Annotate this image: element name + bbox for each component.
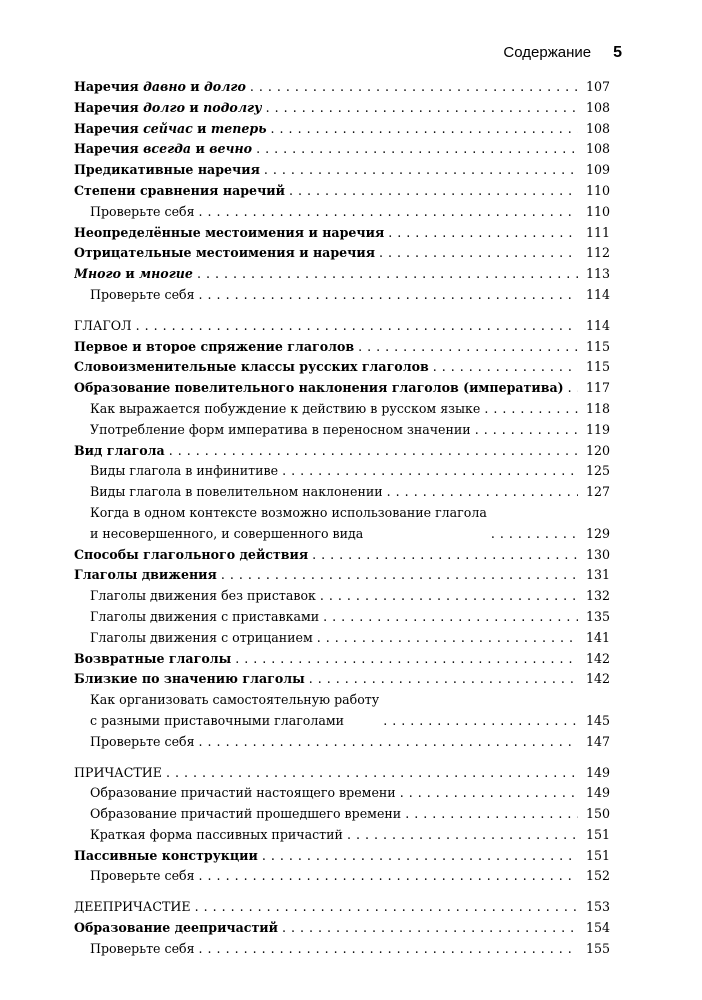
dot-leader bbox=[250, 77, 578, 98]
toc-entry-page: 155 bbox=[585, 940, 610, 956]
toc-entry[interactable] bbox=[74, 866, 610, 887]
toc-entry-title-part: долго bbox=[143, 99, 185, 115]
toc-entry-title-part: и bbox=[191, 141, 210, 157]
dot-leader bbox=[347, 825, 578, 846]
toc-entry[interactable] bbox=[74, 139, 610, 160]
dot-leader bbox=[221, 565, 578, 586]
toc-entry-title-part: всегда bbox=[143, 141, 192, 157]
toc-entry[interactable] bbox=[74, 732, 610, 753]
toc-entry-title-part: Наречия bbox=[74, 79, 144, 94]
toc-entry-title bbox=[74, 918, 278, 939]
toc-entry-title bbox=[74, 316, 132, 337]
toc-entry-title bbox=[74, 337, 354, 358]
toc-entry[interactable] bbox=[74, 441, 610, 462]
toc-entry[interactable] bbox=[74, 503, 610, 545]
toc-entry-title bbox=[74, 420, 471, 441]
toc-entry-page: 153 bbox=[585, 899, 610, 915]
toc-entry-page: 117 bbox=[585, 380, 610, 396]
toc-entry-title bbox=[74, 243, 375, 264]
toc-entry-title bbox=[74, 649, 231, 670]
toc-entry-title bbox=[74, 119, 267, 140]
toc-entry-title bbox=[74, 804, 401, 825]
toc-entry-title bbox=[74, 545, 308, 566]
toc-entry[interactable] bbox=[74, 337, 610, 358]
toc-entry-page: 154 bbox=[585, 920, 610, 936]
toc-entry-title-part: давно bbox=[143, 79, 186, 94]
dot-leader bbox=[475, 420, 578, 441]
toc-entry-title bbox=[74, 139, 252, 160]
toc-entry-page: 108 bbox=[585, 141, 610, 157]
dot-leader bbox=[323, 607, 578, 628]
toc-entry-page: 118 bbox=[585, 400, 610, 416]
toc-entry-page: 109 bbox=[585, 162, 610, 178]
toc-entry[interactable] bbox=[74, 482, 610, 503]
toc-entry-title-text: Первое и второе спряжение глаголов bbox=[74, 338, 355, 354]
toc-entry-title-text: Образование повелительного наклонения глаголов (императива) bbox=[74, 380, 564, 396]
toc-entry-title bbox=[74, 690, 379, 732]
toc-entry-title-text: Пассивные конструкции bbox=[74, 847, 258, 863]
dot-leader bbox=[388, 223, 578, 244]
toc-entry-title-part: сейчас bbox=[143, 120, 193, 136]
toc-entry[interactable] bbox=[74, 586, 610, 607]
toc-entry[interactable] bbox=[74, 119, 610, 140]
toc-entry-page: 115 bbox=[585, 338, 610, 354]
toc-entry[interactable] bbox=[74, 607, 610, 628]
toc-entry-title-text: Вид глагола bbox=[74, 442, 165, 458]
toc-entry-title bbox=[74, 669, 305, 690]
toc-entry[interactable] bbox=[74, 223, 610, 244]
toc-entry-title-text: Употребление форм императива в переносном значении bbox=[90, 421, 471, 437]
toc-entry-title-part: Наречия bbox=[74, 99, 144, 115]
toc-entry-page: 114 bbox=[585, 317, 610, 333]
dot-leader bbox=[169, 441, 578, 462]
toc-entry-page: 150 bbox=[585, 806, 610, 822]
toc-entry-title-text: Отрицательные местоимения и наречия bbox=[74, 245, 376, 261]
toc-entry-title-text: Проверьте себя bbox=[90, 940, 195, 956]
toc-entry-title bbox=[74, 399, 480, 420]
dot-leader bbox=[400, 783, 578, 804]
dot-leader bbox=[312, 545, 578, 566]
toc-entry-title-text: Как выражается побуждение к действию в русском языке bbox=[90, 400, 481, 416]
toc-entry[interactable] bbox=[74, 804, 610, 825]
toc-entry-title-text: Проверьте себя bbox=[90, 733, 195, 749]
toc-entry-page: 131 bbox=[585, 567, 610, 583]
toc-entry-title-part: Наречия bbox=[74, 120, 144, 136]
toc-entry[interactable] bbox=[74, 77, 610, 98]
toc-entry-title bbox=[74, 482, 383, 503]
toc-entry[interactable] bbox=[74, 690, 610, 732]
toc-entry-title-text: Глаголы движения с отрицанием bbox=[90, 629, 313, 645]
toc-entry-title-part: долго bbox=[204, 79, 246, 94]
toc-entry-title-text: Образование причастий настоящего времени bbox=[90, 785, 396, 801]
toc-entry[interactable] bbox=[74, 264, 610, 285]
toc-entry[interactable] bbox=[74, 763, 610, 784]
toc-entry[interactable] bbox=[74, 939, 610, 960]
dot-leader bbox=[484, 399, 578, 420]
toc-entry-title-text: Глаголы движения без приставок bbox=[90, 588, 316, 604]
toc-entry-title-text: Предикативные наречия bbox=[74, 162, 260, 178]
toc-entry-page: 151 bbox=[585, 847, 610, 863]
toc-entry-title bbox=[74, 607, 319, 628]
toc-entry-title-part: и bbox=[184, 99, 204, 115]
dot-leader bbox=[491, 524, 578, 545]
dot-leader bbox=[289, 181, 578, 202]
toc-entry-title bbox=[74, 825, 343, 846]
toc-entry-title bbox=[74, 586, 316, 607]
toc-entry-page: 125 bbox=[585, 463, 610, 479]
dot-leader bbox=[282, 461, 578, 482]
toc-entry-page: 110 bbox=[585, 203, 610, 219]
toc-entry-page: 147 bbox=[585, 733, 610, 749]
toc-entry-page: 151 bbox=[585, 826, 610, 842]
toc-entry-title-text: Проверьте себя bbox=[90, 203, 195, 219]
toc-entry-title-text: Глаголы движения bbox=[74, 567, 217, 583]
toc-entry-title bbox=[74, 223, 384, 244]
toc-entry-title-text: ДЕЕПРИЧАСТИЕ bbox=[74, 899, 191, 915]
toc-entry-title bbox=[74, 378, 564, 399]
dot-leader bbox=[264, 160, 578, 181]
toc-entry-page: 152 bbox=[585, 868, 610, 884]
page-number: 5 bbox=[613, 44, 622, 61]
toc-entry-title-part: Наречия bbox=[74, 141, 144, 157]
toc-entry-title bbox=[74, 763, 162, 784]
toc-entry-title-part: и bbox=[121, 266, 140, 282]
dot-leader bbox=[199, 939, 578, 960]
dot-leader bbox=[199, 285, 578, 306]
toc-entry[interactable] bbox=[74, 316, 610, 337]
dot-leader bbox=[379, 243, 578, 264]
toc-entry-page: 149 bbox=[585, 764, 610, 780]
dot-leader bbox=[197, 264, 578, 285]
toc-entry-title-text: Степени сравнения наречий bbox=[74, 182, 285, 198]
toc-entry-title bbox=[74, 202, 195, 223]
dot-leader bbox=[309, 669, 578, 690]
toc-entry-title-text: Проверьте себя bbox=[90, 868, 195, 884]
dot-leader bbox=[136, 316, 578, 337]
toc-entry-title-text: ГЛАГОЛ bbox=[74, 317, 132, 333]
toc-entry-title-text: Когда в одном контексте возможно использование глагола bbox=[90, 504, 487, 520]
toc-entry-title bbox=[74, 503, 487, 545]
dot-leader bbox=[166, 763, 578, 784]
toc-entry-page: 142 bbox=[585, 671, 610, 687]
toc-entry[interactable] bbox=[74, 461, 610, 482]
toc-entry-title-text: Неопределённые местоимения и наречия bbox=[74, 224, 385, 240]
toc-entry-page: 127 bbox=[585, 484, 610, 500]
toc-entry[interactable] bbox=[74, 565, 610, 586]
dot-leader bbox=[317, 628, 578, 649]
toc-entry-title-text: Образование деепричастий bbox=[74, 920, 278, 936]
toc-entry-title-continuation: с разными приставочными глаголами bbox=[90, 712, 345, 728]
toc-entry-title-text: Краткая форма пассивных причастий bbox=[90, 826, 343, 842]
toc-entry[interactable] bbox=[74, 285, 610, 306]
toc-entry[interactable] bbox=[74, 202, 610, 223]
toc-entry-page: 132 bbox=[585, 588, 610, 604]
toc-entry[interactable] bbox=[74, 669, 610, 690]
toc-entry-title-part: многие bbox=[139, 266, 193, 282]
dot-leader bbox=[195, 897, 578, 918]
toc-entry-title-text: Глаголы движения с приставками bbox=[90, 608, 320, 624]
toc-entry-title-continuation: и несовершенного, и совершенного вида bbox=[90, 525, 364, 541]
toc-entry-page: 129 bbox=[585, 525, 610, 541]
toc-entry-title bbox=[74, 846, 258, 867]
toc-entry-page: 110 bbox=[585, 182, 610, 198]
toc-entry-page: 114 bbox=[585, 286, 610, 302]
toc-entry-title bbox=[74, 98, 262, 119]
toc-entry-title-part: теперь bbox=[210, 120, 267, 136]
toc-entry-title bbox=[74, 357, 429, 378]
toc-entry[interactable] bbox=[74, 545, 610, 566]
toc-entry[interactable] bbox=[74, 918, 610, 939]
toc-entry[interactable] bbox=[74, 243, 610, 264]
toc-entry-page: 119 bbox=[585, 421, 610, 437]
dot-leader bbox=[568, 378, 578, 399]
toc-entry[interactable] bbox=[74, 897, 610, 918]
toc-entry-title bbox=[74, 77, 246, 98]
dot-leader bbox=[256, 139, 578, 160]
toc-entry[interactable] bbox=[74, 783, 610, 804]
dot-leader bbox=[271, 119, 578, 140]
toc-entry-page: 112 bbox=[585, 245, 610, 261]
toc-entry-page: 107 bbox=[585, 79, 610, 94]
toc-entry-page: 120 bbox=[585, 442, 610, 458]
toc-entry-title-text: ПРИЧАСТИЕ bbox=[74, 764, 162, 780]
toc-entry-title-text: Возвратные глаголы bbox=[74, 650, 232, 666]
dot-leader bbox=[199, 866, 578, 887]
toc-entry-title-text: Способы глагольного действия bbox=[74, 546, 309, 562]
toc-entry-page: 130 bbox=[585, 546, 610, 562]
toc-entry-title bbox=[74, 565, 217, 586]
toc-entry-title-text: Виды глагола в инфинитиве bbox=[90, 463, 279, 479]
dot-leader bbox=[266, 98, 578, 119]
toc-entry-page: 111 bbox=[585, 224, 610, 240]
section-title: Содержание bbox=[503, 44, 592, 61]
dot-leader bbox=[282, 918, 578, 939]
toc-entry-title-text: Образование причастий прошедшего времени bbox=[90, 806, 402, 822]
toc-entry-title bbox=[74, 181, 285, 202]
dot-leader bbox=[433, 357, 578, 378]
toc-entry-title bbox=[74, 628, 313, 649]
section-gap bbox=[74, 887, 610, 897]
toc-entry-title bbox=[74, 939, 195, 960]
toc-entry-title bbox=[74, 783, 396, 804]
table-of-contents bbox=[74, 77, 610, 960]
toc-entry[interactable] bbox=[74, 181, 610, 202]
dot-leader bbox=[387, 482, 578, 503]
toc-entry[interactable] bbox=[74, 378, 610, 399]
toc-entry-page: 113 bbox=[585, 266, 610, 282]
toc-entry-title bbox=[74, 264, 193, 285]
toc-entry-page: 135 bbox=[585, 608, 610, 624]
running-header bbox=[503, 44, 622, 62]
toc-entry-page: 145 bbox=[585, 712, 610, 728]
toc-entry-title-part: и bbox=[185, 79, 205, 94]
toc-entry[interactable] bbox=[74, 628, 610, 649]
toc-entry-title-part: и bbox=[192, 120, 211, 136]
toc-entry-page: 142 bbox=[585, 650, 610, 666]
toc-entry-title-text: Как организовать самостоятельную работу bbox=[90, 692, 380, 708]
dot-leader bbox=[405, 804, 578, 825]
toc-entry-title bbox=[74, 160, 260, 181]
toc-entry-page: 115 bbox=[585, 359, 610, 375]
toc-entry-title-part: подолгу bbox=[203, 99, 262, 115]
toc-entry-title bbox=[74, 732, 195, 753]
toc-entry-title-part: вечно bbox=[209, 141, 253, 157]
toc-entry-title bbox=[74, 866, 195, 887]
toc-entry[interactable] bbox=[74, 98, 610, 119]
toc-entry-title bbox=[74, 461, 278, 482]
toc-entry[interactable] bbox=[74, 649, 610, 670]
toc-entry-page: 108 bbox=[585, 99, 610, 115]
toc-entry-title-text: Виды глагола в повелительном наклонении bbox=[90, 484, 383, 500]
toc-entry-title bbox=[74, 897, 191, 918]
toc-entry-title-text: Близкие по значению глаголы bbox=[74, 671, 305, 687]
toc-entry[interactable] bbox=[74, 399, 610, 420]
section-gap bbox=[74, 753, 610, 763]
toc-entry-title-part: Много bbox=[74, 266, 122, 282]
dot-leader bbox=[199, 732, 578, 753]
toc-entry-title bbox=[74, 441, 165, 462]
dot-leader bbox=[199, 202, 578, 223]
toc-entry[interactable] bbox=[74, 846, 610, 867]
dot-leader bbox=[320, 586, 578, 607]
section-gap bbox=[74, 306, 610, 316]
dot-leader bbox=[262, 846, 578, 867]
dot-leader bbox=[358, 337, 578, 358]
dot-leader bbox=[235, 649, 578, 670]
toc-entry-title bbox=[74, 285, 195, 306]
toc-entry-title-text: Проверьте себя bbox=[90, 286, 195, 302]
toc-entry[interactable] bbox=[74, 357, 610, 378]
toc-entry-title-text: Словоизменительные классы русских глаголов bbox=[74, 359, 429, 375]
toc-entry-page: 141 bbox=[585, 629, 610, 645]
toc-entry[interactable] bbox=[74, 825, 610, 846]
dot-leader bbox=[383, 711, 578, 732]
toc-entry[interactable] bbox=[74, 160, 610, 181]
toc-entry-page: 108 bbox=[585, 120, 610, 136]
toc-entry[interactable] bbox=[74, 420, 610, 441]
toc-entry-page: 149 bbox=[585, 785, 610, 801]
